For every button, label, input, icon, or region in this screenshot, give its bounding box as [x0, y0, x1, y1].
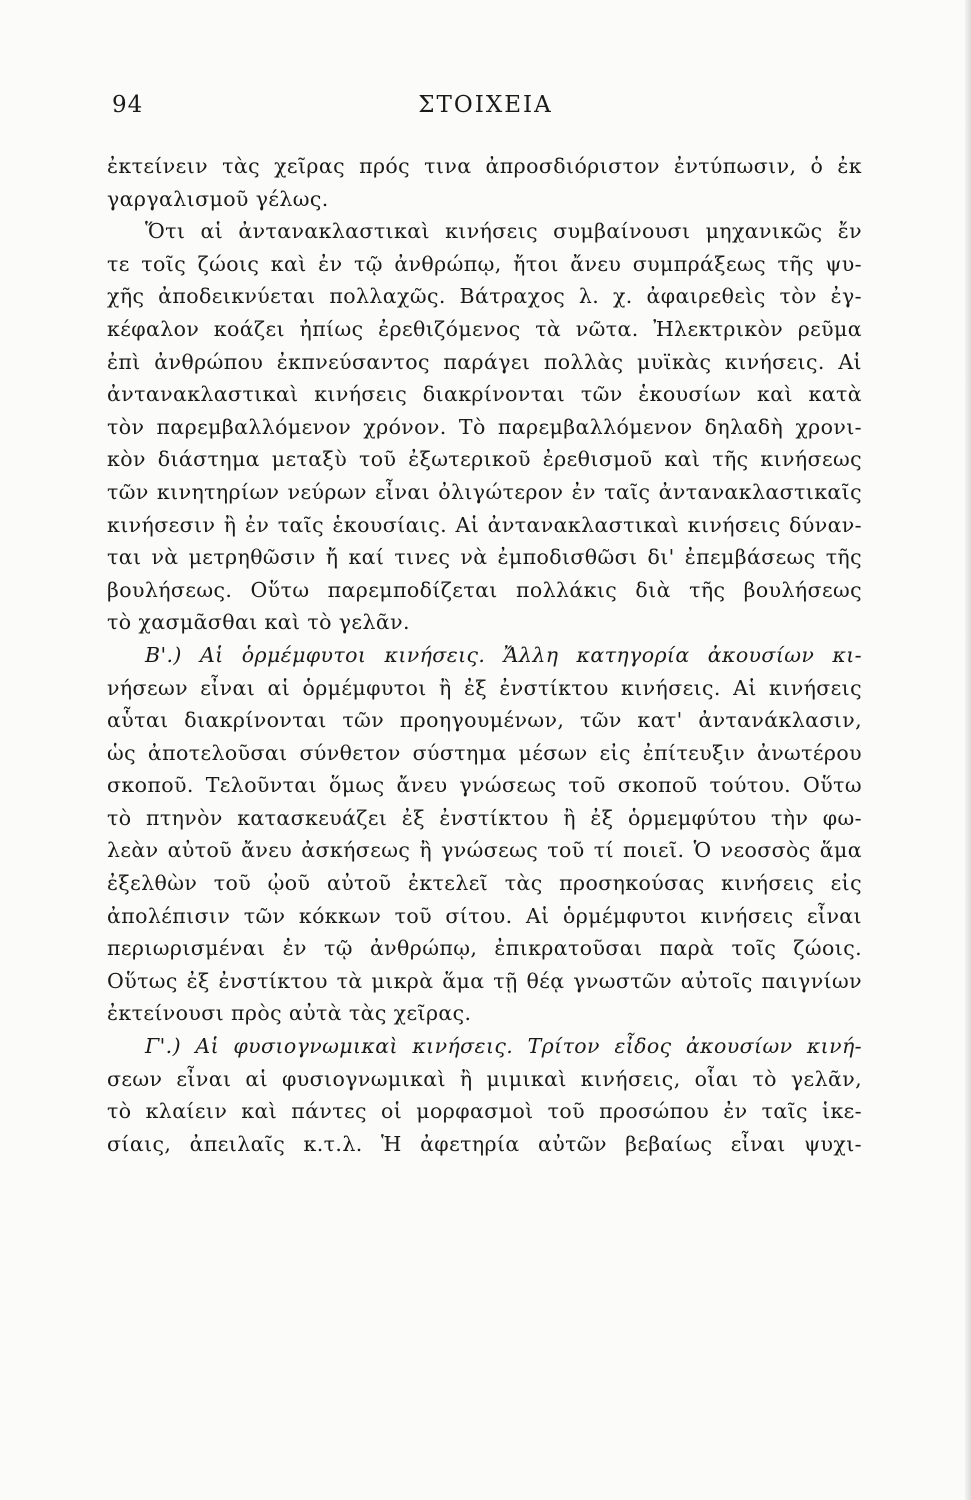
body-text [107, 150, 862, 1160]
text-line: κέφαλον κοάζει ἠπίως ἐρεθιζόμενος τὰ νῶτα. Ἠλεκτρικὸν ρεῦμα [107, 316, 862, 341]
page-edge-shadow [965, 0, 971, 1500]
text-line: ἐξελθὼν τοῦ ᾠοῦ αὐτοῦ ἐκτελεῖ τὰς προσηκούσας κινήσεις εἰς [107, 871, 862, 896]
text-line: κὸν διάστημα μεταξὺ τοῦ ἐξωτερικοῦ ἐρεθισμοῦ καὶ τῆς κινήσεως [107, 447, 862, 472]
text-line: λεὰν αὐτοῦ ἄνευ ἀσκήσεως ἢ γνώσεως τοῦ τί ποιεῖ. Ὁ νεοσσὸς ἅμα [107, 838, 862, 863]
text-line: νήσεων εἶναι αἱ ὁρμέμφυτοι ἢ ἐξ ἐνστίκτου κινήσεις. Αἱ κινήσεις [107, 675, 862, 700]
text-line: τὸν παρεμβαλλόμενον χρόνον. Τὸ παρεμβαλλόμενον δηλαδὴ χρονι- [107, 414, 862, 439]
text-line: σεων εἶναι αἱ φυσιογνωμικαὶ ἢ μιμικαὶ κινήσεις, οἷαι τὸ γελᾶν, [107, 1066, 862, 1091]
paragraph-start-line: Ὅτι αἱ ἀντανακλαστικαὶ κινήσεις συμβαίνουσι μηχανικῶς ἔν [145, 219, 862, 244]
text-line: τὸ χασμᾶσθαι καὶ τὸ γελᾶν. [107, 610, 410, 635]
text-line: ὡς ἀποτελοῦσαι σύνθετον σύστημα μέσων εἰς ἐπίτευξιν ἀνωτέρου [107, 740, 862, 765]
page-header [0, 92, 971, 128]
text-line: ἐκτείνουσι πρὸς αὐτὰ τὰς χεῖρας. [107, 1001, 472, 1026]
text-line: σίαις, ἀπειλαῖς κ.τ.λ. Ἡ ἀφετηρία αὐτῶν βεβαίως εἶναι ψυχι- [107, 1131, 862, 1156]
running-title: ΣΤΟΙΧΕΙΑ [418, 92, 553, 118]
text-line: χῆς ἀποδεικνύεται πολλαχῶς. Βάτραχος λ. χ. ἀφαιρεθεὶς τὸν ἐγ- [107, 284, 862, 309]
text-line: ται νὰ μετρηθῶσιν ἤ καί τινες νὰ ἐμποδισθῶσι δι' ἐπεμβάσεως τῆς [107, 545, 862, 570]
text-line: αὗται διακρίνονται τῶν προηγουμένων, τῶν κατ' ἀντανάκλασιν, [107, 708, 862, 733]
text-line: ἀντανακλαστικαὶ κινήσεις διακρίνονται τῶν ἑκουσίων καὶ κατὰ [107, 382, 862, 407]
section-heading-line: Β'.) Αἱ ὁρμέμφυτοι κινήσεις. Ἄλλη κατηγορία ἀκουσίων κι- [145, 642, 862, 667]
text-line: τὸ κλαίειν καὶ πάντες οἱ μορφασμοὶ τοῦ προσώπου ἐν ταῖς ἱκε- [107, 1099, 862, 1124]
section-heading-line: Γ'.) Αἱ φυσιογνωμικαὶ κινήσεις. Τρίτον εἶδος ἀκουσίων κινή- [145, 1034, 862, 1059]
text-line: τῶν κινητηρίων νεύρων εἶναι ὀλιγώτερον ἐν ταῖς ἀντανακλαστικαῖς [107, 479, 862, 504]
text-line: τὸ πτηνὸν κατασκευάζει ἐξ ἐνστίκτου ἢ ἐξ ὁρμεμφύτου τὴν φω- [107, 805, 862, 830]
text-line: ἐπὶ ἀνθρώπου ἐκπνεύσαντος παράγει πολλὰς μυϊκὰς κινήσεις. Αἱ [107, 349, 862, 374]
page-number: 94 [112, 92, 144, 118]
text-line: ἀπολέπισιν τῶν κόκκων τοῦ σίτου. Αἱ ὁρμέμφυτοι κινήσεις εἶναι [107, 903, 862, 928]
text-line: Οὕτως ἐξ ἐνστίκτου τὰ μικρὰ ἅμα τῇ θέᾳ γνωστῶν αὐτοῖς παιγνίων [107, 968, 862, 993]
text-line: ἐκτείνειν τὰς χεῖρας πρός τινα ἀπροσδιόριστον ἐντύπωσιν, ὁ ἐκ [107, 154, 862, 178]
text-line: γαργαλισμοῦ γέλως. [107, 186, 329, 211]
text-line: περιωρισμέναι ἐν τῷ ἀνθρώπῳ, ἐπικρατοῦσαι παρὰ τοῖς ζώοις. [107, 936, 862, 961]
text-line: σκοποῦ. Τελοῦνται ὅμως ἄνευ γνώσεως τοῦ σκοποῦ τούτου. Οὕτω [107, 773, 862, 798]
text-line: τε τοῖς ζώοις καὶ ἐν τῷ ἀνθρώπῳ, ἤτοι ἄνευ συμπράξεως τῆς ψυ- [107, 251, 862, 276]
text-line: βουλήσεως. Οὕτω παρεμποδίζεται πολλάκις διὰ τῆς βουλήσεως [107, 577, 862, 602]
text-line: κινήσεσιν ἢ ἐν ταῖς ἑκουσίαις. Αἱ ἀντανακλαστικαὶ κινήσεις δύναν- [107, 512, 862, 537]
